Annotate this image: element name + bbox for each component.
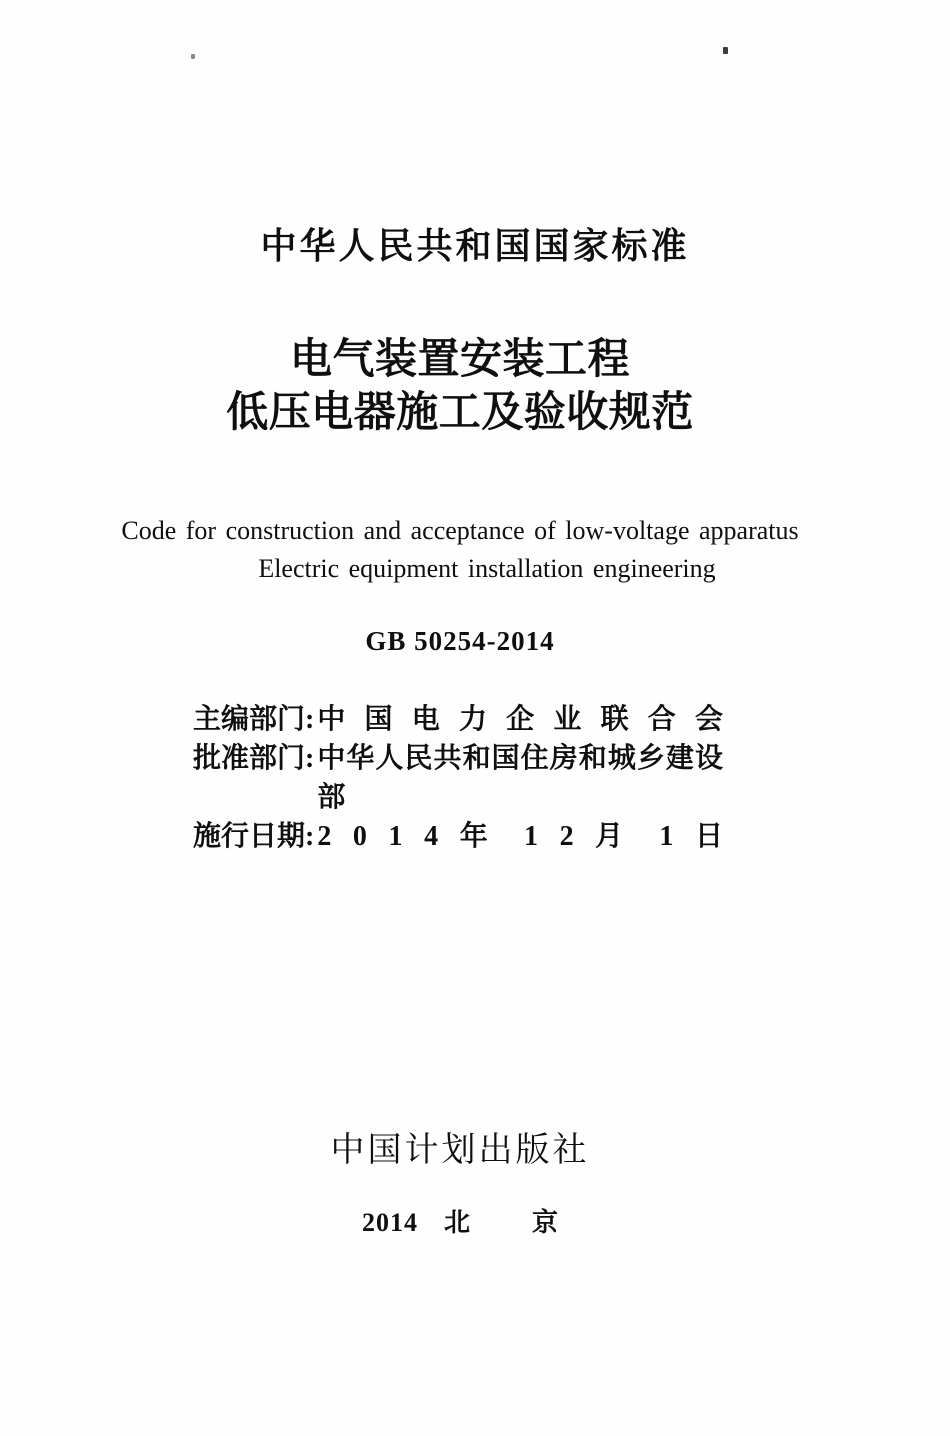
imprint-city: 北京 [443,1208,620,1237]
publisher-name: 中国计划出版社 [330,1132,590,1169]
detail-label-chief-editor-dept: 主编部门: [193,704,315,735]
document-title-en [0,512,920,588]
detail-value-effective-date: 2 0 1 4 年 1 2 月 1 日 [317,821,723,852]
detail-value-chief-editor-dept: 中 国 电 力 企 业 联 合 会 [317,704,723,735]
scan-artifact-dot-left [191,54,195,59]
document-title-zh [0,334,920,440]
title-zh-line-2: 低压电器施工及验收规范 [226,390,694,436]
publication-details [193,700,723,856]
title-en-line-2: Electric equipment installation engineering [258,554,716,583]
detail-row-chief-editor-dept [193,700,723,739]
standard-number: GB 50254-2014 [365,626,555,656]
detail-label-approval-dept: 批准部门: [193,743,315,774]
detail-row-effective-date [193,817,723,856]
detail-label-effective-date: 施行日期: [193,821,315,852]
title-en-line-1: Code for construction and acceptance of low-voltage apparatus [121,516,799,545]
imprint-year: 2014 [361,1208,418,1237]
title-zh-line-1: 电气装置安装工程 [289,337,630,383]
detail-row-approval-dept [193,739,723,817]
standard-category-heading: 中华人民共和国国家标准 [260,225,690,266]
imprint-line [0,1207,920,1239]
scan-artifact-dot-right [723,47,728,54]
detail-value-approval-dept: 中华人民共和国住房和城乡建设部 [317,743,723,813]
